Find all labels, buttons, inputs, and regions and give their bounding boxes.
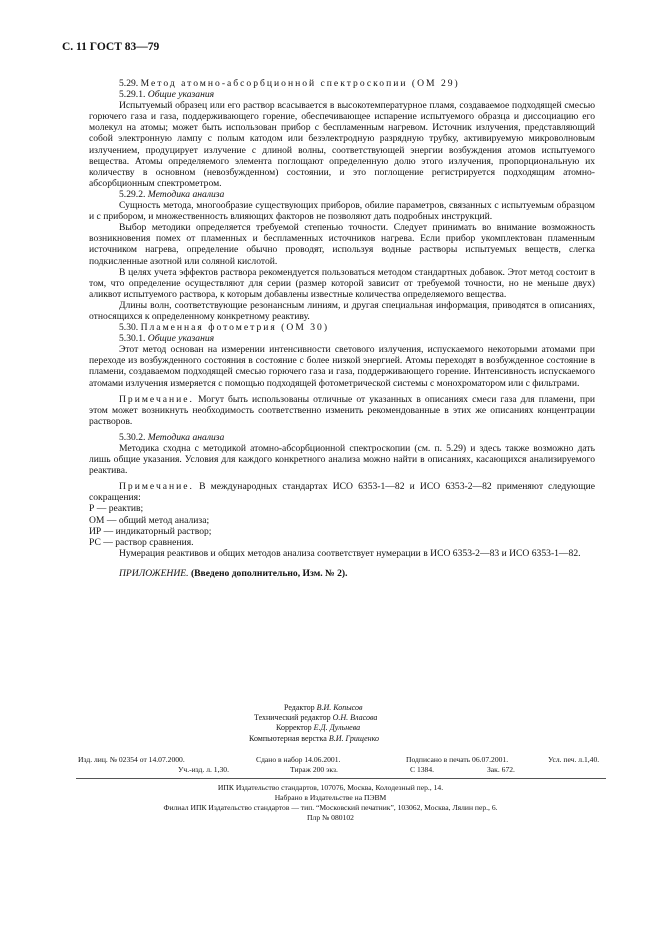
section-number: 5.29. — [119, 78, 139, 89]
appendix-note — [89, 568, 595, 579]
abbreviation-list — [89, 503, 595, 547]
section-5-30-2 — [89, 432, 595, 443]
page-header: С. 11 ГОСТ 83—79 — [62, 41, 160, 53]
credit-name: Е.Д. Дульнева — [313, 723, 361, 732]
appendix-text: (Введено дополнительно, Изм. № 2). — [190, 567, 348, 579]
section-5-29-1 — [89, 89, 595, 100]
paragraph: Испытуемый образец или его раствор всасывается в высокотемпературное пламя, создаваемое подходящей смесью горючего газа и газа, поддерживающего горение, обеспечивающее испарение испытуемого образца и диссоциацию его молекул на атомы; может быть использован прибор с беспламенным нагревом. Источник излучения, представляющий собой электронную лампу с полым катодом или безэлектродную разрядную трубку, активируемую микроволновым излучением, продуцирует излучение с длиной волны, соответствующей энергии возбуждения атомов испытуемого вещества. Атомы определяемого элемента поглощают определенную долю этого излучения, пропорциональную их количеству в основном (невозбужденном) состоянии, и это поглощение регистрируется подходящим атомно-абсорбционным спектрометром. — [89, 100, 595, 189]
section-5-30 — [89, 322, 595, 333]
section-number: 5.30.1. — [119, 333, 146, 345]
imprint-sent: Сдано в набор 14.06.2001. — [256, 755, 341, 764]
divider — [76, 778, 606, 779]
section-5-30-1 — [89, 333, 595, 344]
section-5-29-2 — [89, 189, 595, 200]
imprint-signed: Подписано в печать 06.07.2001. — [406, 755, 509, 764]
section-number: 5.29.2. — [119, 188, 146, 200]
section-title: Метод атомно-абсорбционной спектроскопии (ОМ 29) — [140, 78, 460, 89]
credit-name: В.И. Грищенко — [328, 734, 380, 743]
paragraph: В целях учета эффектов раствора рекомендуется пользоваться методом стандартных добавок. Этот метод состоит в том, что определение осуществляют для серии (размер которой зависит от требуемой точности, но не меньше двух) аликвот испытуемого раствора, к которым добавлены известные количества определяемого вещества. — [89, 266, 595, 300]
section-number: 5.30. — [119, 322, 139, 334]
credit-editor — [284, 703, 363, 713]
paragraph: Методика сходна с методикой атомно-абсорбционной спектроскопии (см. п. 5.29) и здесь также возможно дать лишь общие указания. Условия для каждого конкретного анализа можно найти в описаниях, касающихся анализируемого реактива. — [89, 443, 595, 477]
credit-role: Корректор — [276, 723, 312, 732]
credit-tech-editor — [254, 713, 377, 723]
section-title: Общие указания — [147, 89, 215, 101]
footer-line: Набрано в Издательстве на ПЭВМ — [274, 793, 387, 802]
credit-layout — [249, 734, 379, 744]
list-item: РС — раствор сравнения. — [89, 536, 194, 548]
imprint-c: С 1384. — [410, 765, 435, 774]
paragraph: Нумерация реактивов и общих методов анализа соответствует нумерации в ИСО 6353-2—83 и ИСО 6353-1—82. — [119, 547, 581, 559]
section-title: Методика анализа — [147, 188, 225, 200]
note-1 — [89, 394, 595, 427]
note-label: Примечание. — [119, 393, 194, 405]
paragraph: Длины волн, соответствующие резонансным линиям, и другая специальная информация, приводятся в описаниях, относящихся к определенному конкретному реактиву. — [89, 299, 595, 322]
credit-corrector — [276, 723, 360, 733]
document-body — [89, 78, 595, 579]
appendix-label: ПРИЛОЖЕНИЕ. — [119, 567, 189, 579]
note-label: Примечание. — [119, 481, 194, 493]
section-title: Общие указания — [147, 333, 215, 345]
paragraph: Выбор методики определяется требуемой степенью точности. Следует принимать во внимание возможность возникновения помех от пламенных и беспламенных источников нагрева. Если прибор укомплектован пламенным источником нагрева, определение обычно проводят, используя водные растворы испытуемых веществ, слегка подкисленные азотной или соляной кислотой. — [89, 222, 595, 267]
note-text: В международных стандартах ИСО 6353-1—82 и ИСО 6353-2—82 применяют следующие сокращения: — [89, 481, 595, 504]
footer-line: Плр № 080102 — [307, 813, 354, 822]
section-5-29 — [89, 78, 595, 89]
section-number: 5.30.2. — [119, 431, 146, 443]
footer-line: ИПК Издательство стандартов, 107076, Москва, Колодезный пер., 14. — [217, 783, 444, 792]
imprint-pub-sheets: Уч.-изд. л. 1,30. — [178, 765, 229, 774]
imprint-print-sheets: Усл. печ. л.1,40. — [548, 755, 600, 764]
section-number: 5.29.1. — [119, 89, 146, 101]
note-text: Могут быть использованы отличные от указанных в описаниях смеси газа для пламени, при этом может возникнуть необходимость соответственно изменить рекомендованные в этих же описаниях концентрации растворов. — [89, 393, 595, 427]
credit-name: В.И. Копысов — [316, 703, 363, 712]
section-title: Пламенная фотометрия (ОМ 30) — [140, 322, 330, 334]
credit-role: Компьютерная верстка — [249, 734, 327, 743]
credit-role: Редактор — [284, 703, 315, 712]
section-title: Методика анализа — [147, 431, 225, 443]
imprint-order: Зак. 672. — [487, 765, 515, 774]
imprint-run: Тираж 200 экз. — [290, 765, 338, 774]
note-2 — [89, 481, 595, 503]
credit-role: Технический редактор — [254, 713, 331, 722]
footer-line: Филиал ИПК Издательство стандартов — тип. “Московский печатник”, 103062, Москва, Лялин пер., 6. — [163, 803, 498, 812]
list-item: ИР — индикаторный раствор; — [89, 525, 212, 537]
imprint-license: Изд. лиц. № 02354 от 14.07.2000. — [78, 755, 185, 764]
credit-name: О.Н. Власова — [332, 713, 378, 722]
list-item: Р — реактив; — [89, 503, 144, 515]
paragraph: Сущность метода, многообразие существующих приборов, обилие параметров, связанных с испытуемым образцом и с прибором, и множественность влияющих факторов не позволяют дать подробных инструкций. — [89, 200, 595, 223]
list-item: ОМ — общий метод анализа; — [89, 514, 210, 526]
paragraph: Этот метод основан на измерении интенсивности светового излучения, испускаемого некоторыми атомами при переходе из возбужденного состояния в состояние с более низкой энергией. Атомы переходят в возбужденное состояние в пламени, создаваемом подходящей смесью горючего газа и газа, поддерживающего горение. Интенсивность испускаемого атомами излучения измеряется с помощью подходящей фотометрической системы с монохроматором или с фильтрами. — [89, 344, 595, 389]
